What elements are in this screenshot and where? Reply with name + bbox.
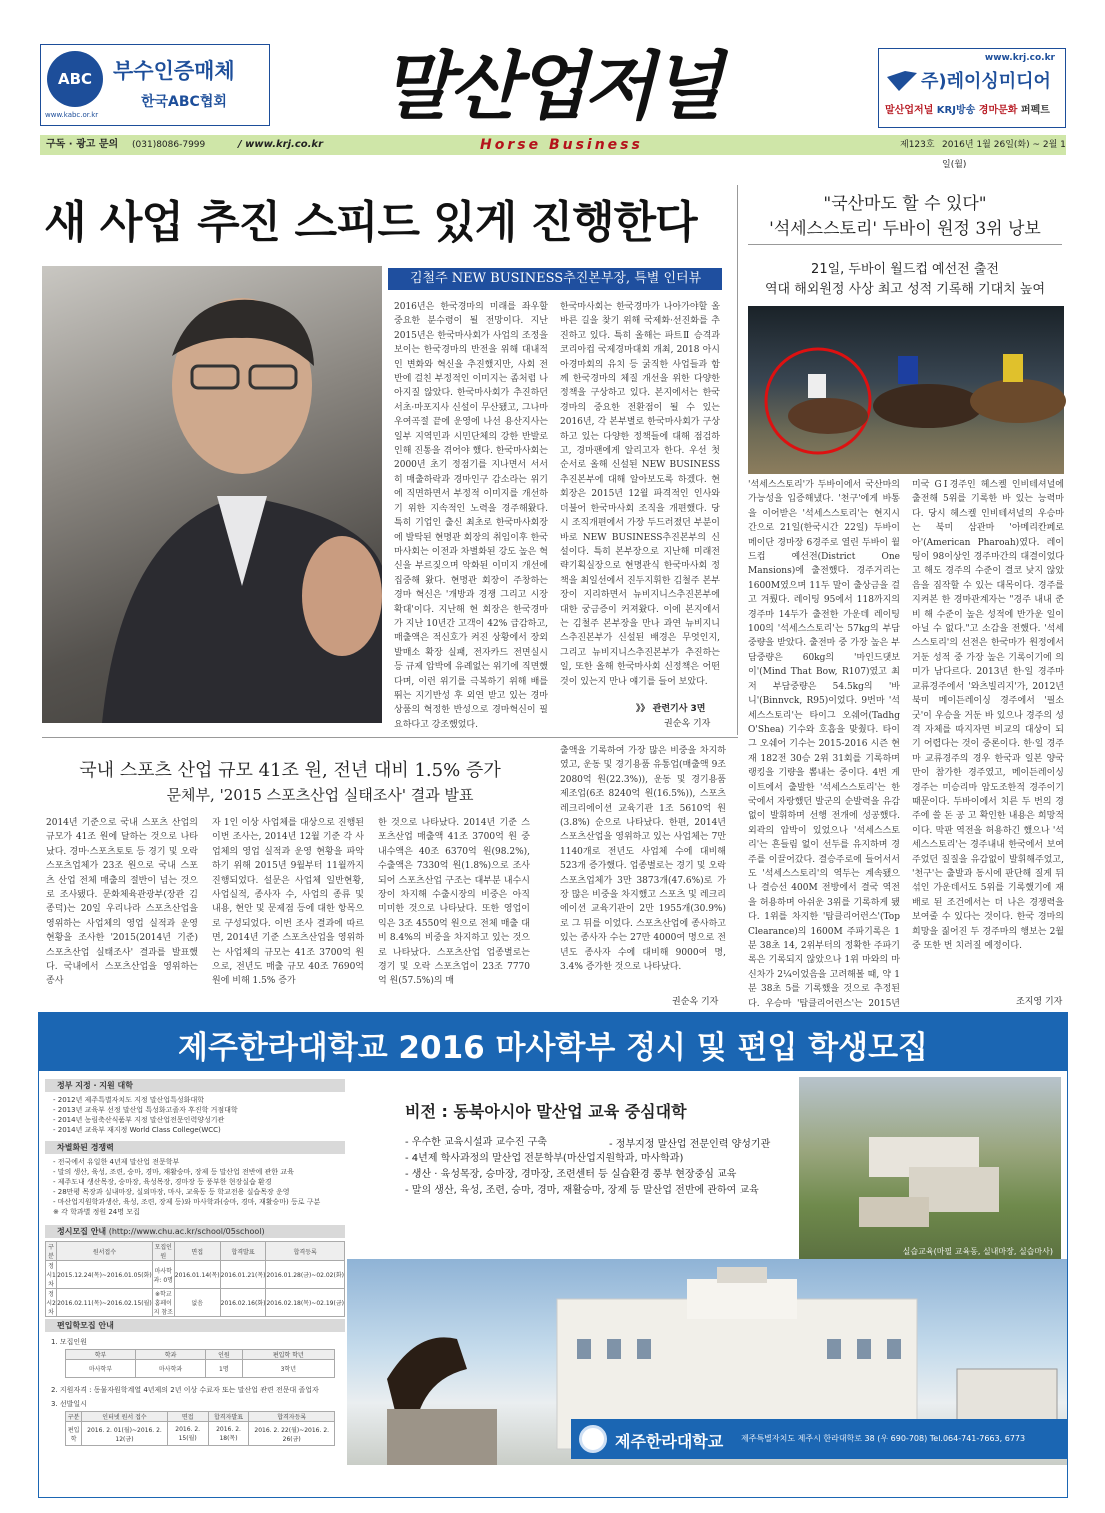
abc-main-label: 부수인증매체 bbox=[113, 59, 235, 83]
partner-media-4: 퍼펙트 bbox=[1020, 105, 1050, 116]
second-text-3: 한 것으로 나타났다. 2014년 기준 스포츠산업 매출액 41조 3700억 원 중 내수액은 40조 6370억 원(98.2%), 수출액은 7330억 원(1.8%)으로 조사되어 스포츠산업 구조는 대부분 내수시장이 차지해 수출시장의 비중은 아직 미미한 것으로 나타났다. 또한 영업이익은 3조 4550억 원으로 전체 매출 대비 8.4%의 비중을 차지하고 있는 것으로 나타났다. 스포츠산업 업종별로는 경기 및 오락 스포츠업이 23조 7770억 원(57.5%)의 매 bbox=[378, 818, 530, 987]
ad-table-3 bbox=[65, 1411, 335, 1446]
ad-section-1-head: 정부 지정 · 지원 대학 bbox=[45, 1079, 345, 1092]
ad-s1-item: - 2014년 농림축산식품부 지정 말산업전문인력양성기관 bbox=[53, 1116, 225, 1124]
second-column-4 bbox=[560, 744, 726, 988]
section-label: Horse Business bbox=[480, 137, 643, 153]
university-emblem-icon bbox=[579, 1425, 607, 1453]
ad-s2-item: - 전국에서 유일한 4년제 말산업 전문학부 bbox=[53, 1158, 180, 1166]
ad-s2-item: ※ 각 학과별 정원 24명 모집 bbox=[53, 1208, 140, 1216]
ad-info-panel bbox=[45, 1079, 345, 1487]
abc-badge bbox=[40, 44, 270, 126]
race-photo bbox=[748, 306, 1064, 474]
contact-label: 구독 · 광고 문의 bbox=[46, 139, 119, 150]
ad-s4-sub2: 2. 지원자격 : 동물자원학계열 4년제의 2년 이상 수료자 또는 말산업 관련 전문대 졸업자 bbox=[51, 1386, 319, 1394]
ad-s2-item: - 말의 생산, 육성, 조련, 승마, 경마, 재활승마, 장제 등 말산업 전반에 관한 교육 bbox=[53, 1168, 294, 1176]
table-header: 모집인원 bbox=[152, 1242, 174, 1261]
lead-byline: 권순옥 기자 bbox=[664, 719, 711, 729]
person-photo-icon bbox=[42, 266, 382, 723]
second-byline: 권순옥 기자 bbox=[672, 997, 719, 1007]
side-byline: 조지영 기자 bbox=[1016, 997, 1063, 1007]
second-text-4: 출액을 기록하여 가장 많은 비중을 차지하였고, 운동 및 경기용품 유통업(매출액 9조 2080억 원(22.3%)), 운동 및 경기용품 제조업(6조 8240억 원(16.5%)), 스포츠 레크리에이션 교육기관 1조 5610억 원(3.8%) 순으로 나타났다. 한편, 2014년 스포츠산업을 영위하고 있는 사업체는 7만 1140개로 전년도 사업체 수에 대비해 523개 증가했다. 업종별로는 경기 및 오락스포츠업체가 3만 3873개(47.6%)로 가장 많은 비중을 차지했고 스포츠 및 레크리에이션 교육기관이 2만 1955개(30.9%)로 그 뒤를 이었다. 스포츠산업에 종사하고 있는 종사자 수는 27만 4000여 명으로 전년도 종사자 수에 대비해 9000여 명, 3.4% 증가한 것으로 나타났다. bbox=[560, 746, 726, 973]
issue-date: 2016년 1월 26일(화) ~ 2월 1일(월) bbox=[942, 140, 1066, 170]
lead-headline[interactable]: 새 사업 추진 스피드 있게 진행한다 bbox=[44, 197, 697, 248]
lead-subtitle-banner: 김철주 NEW BUSINESS추진본부장, 특별 인터뷰 bbox=[388, 268, 722, 290]
ad-s1-item: - 2013년 교육부 선정 말산업 특성화고졸자 후진학 거점대학 bbox=[53, 1106, 238, 1114]
table-row: 정시1차 2015.12.24(목)~2016.01.05(화) 마사학과: 0명 2016.01.14(목) 2016.01.21(목) 2016.01.28(금)~02.02(화) bbox=[46, 1261, 345, 1289]
ad-s1-item: - 2014년 교육부 재지정 World Class College(WCC) bbox=[53, 1126, 221, 1134]
partner-url: www.krj.co.kr bbox=[984, 53, 1055, 63]
campus-photo-caption: 실습교육(마필 교육동, 실내마장, 실습마사) bbox=[902, 1247, 1053, 1256]
abc-url: www.kabc.or.kr bbox=[45, 111, 99, 119]
table-row: 마사학부 마사학과 1명 3학년 bbox=[66, 1360, 335, 1378]
second-column-2 bbox=[212, 816, 364, 1006]
table-header: 합격발표 bbox=[220, 1242, 266, 1261]
second-column-1 bbox=[46, 816, 198, 1006]
ad-section-1-list bbox=[53, 1095, 238, 1135]
ad-banner bbox=[39, 1013, 1067, 1071]
ad-vision: 비전 : 동북아시아 말산업 교육 중심대학 bbox=[405, 1102, 687, 1121]
table-header: 원서접수 bbox=[57, 1242, 153, 1261]
aerial-campus-icon bbox=[799, 1077, 1061, 1261]
ad-footer bbox=[571, 1419, 1067, 1459]
table-header-row: 구분 인터넷 원서 접수 면접 합격자발표 합격자등록 bbox=[66, 1412, 335, 1422]
side-text-1: '석세스스토리'가 두바이에서 국산마의 가능성을 입증해냈다. '천구'에게 바통을 이어받은 '석세스스토리'는 현지시간으로 21일(한국시간 22일) 두바이 메이단 경마장 6경주로 열린 두바이 월드컵 예선전(District One Mansions)에 출전했다. 경주거리는 1600M였으며 11두 말이 출상금을 걸고 겨뤘다. 레이팅 95에서 118까지의 경주마 14두가 출전한 가운데 레이팅 100의 '석세스스토리'는 57kg의 부담중량을 받았다. 출전마 중 가장 높은 부담중량은 60kg의 '마인드댓보이'(Mind That Bow, R107)였고 최저 부담중량은 54.5kg의 '바니'(Binnvck, R95)이었다. 9번마 '석세스스토리'는 타이그 오쉐어(Tadhg O'Shea) 기수와 호흡을 맞췄다. 타이그 오쉐어 기수는 2015-2016 시즌 현재 182전 30승 2위 31회를 기록하며 랭킹을 기량을 뽐내는 중이다. 4번 게이트에서 출발한 '석세스스토리'는 한국에서 자랑했던 발군의 순발력을 유감없이 발휘하며 선행 전개에 성공했다. 외곽의 압박이 있었으나 '석세스스토리'는 흔들림 없이 선두를 유지하며 경주를 이끌어갔다. 결승주로에 들어서서도 '석세스스토리'의 역두는 계속됐으나 결승선 400M 전방에서 결국 역전을 허용하며 아쉬운 3위를 기록하게 됐다. 1위를 차지한 '탑클리어런스'(Top Clearance)의 1600M 주파기록은 1분 38초 14, 2위부터의 정확한 주파기록은 기록되지 않았으나 1위 마와의 마신차가 2¼이었음을 고려해볼 때, 약 1분 38초 5를 기록했을 것으로 추정된다. 우승마 '탑클리어런스'는 2015년 bbox=[748, 480, 900, 1009]
ad-s3-url[interactable]: (http://www.chu.ac.kr/school/05school) bbox=[108, 1227, 265, 1236]
table-header: 구분 bbox=[46, 1242, 57, 1261]
lead-text-2: 한국마사회는 한국경마가 나아가야할 올바른 길을 찾기 위해 국제화·선진화를 추진하고 있다. 특히 올해는 파트Ⅱ 승격과 코리아컵 국제경마대회 개최, 2018 아시아경마회의 유치 등 굵직한 사업들과 함께 한국경마의 체질 개선을 위한 다양한 정책을 구상하고 있다. 본지에서는 한국경마의 중요한 전환점이 될 수 있는 2016년, 각 본부별로 한국마사회가 구상하고 있는 다양한 정책들에 대해 점검하고, 경마팬에게 알리고자 한다. 우선 첫 순서로 올해 신설된 NEW BUSINESS추진본부에 대해 알아보도록 하겠다. 현 회장은 2015년 12월 파격적인 인사와 더불어 한국마사회 조직을 개편했다. 당시 조직개편에서 가장 두드러졌던 부분이 바로 NEW BUSINESS추진본부의 신설이다. 특히 본부장으로 지난해 미래전략기획실장으로 현명관식 한국마사회 정책을 최일선에서 진두지휘한 김철주 본부장이 지리하면서 뉴비지니스추진본부에 대한 궁금증이 커져왔다. 이에 본지에서는 김철주 본부장을 만나 과연 뉴비지니스추진본부가 신설된 배경은 무엇인지, 그리고 뉴비지니스추진본부가 추진하는 일, 또한 올해 한국마사회 신정책은 어떤 것이 있는지 만나 얘기를 들어 보았다. bbox=[560, 302, 720, 687]
university-address: 제주특별자치도 제주시 한라대학로 38 (우 690-708) Tel.064-741-7663, 6773 bbox=[741, 1434, 1026, 1443]
table-header: 면접 bbox=[174, 1242, 220, 1261]
ad-bullet: - 생산 · 육성목장, 승마장, 경마장, 조련센터 등 실습환경 풍부 현장중심 교육 bbox=[405, 1169, 737, 1180]
ad-s2-item: - 제주도내 생산목장, 승마장, 육성목장, 경마장 등 풍부한 현장실습 환경 bbox=[53, 1178, 272, 1186]
side-column-1 bbox=[748, 478, 900, 1009]
ad-section-3-head bbox=[45, 1225, 345, 1238]
info-bar bbox=[40, 135, 1066, 170]
partner-media-3: 경마문화 bbox=[978, 105, 1018, 116]
table-header-row bbox=[46, 1242, 345, 1261]
second-column-3 bbox=[378, 816, 530, 1006]
abc-sub-label: 한국ABC협회 bbox=[141, 94, 227, 110]
second-text-1: 2014년 기준으로 국내 스포츠 산업의 규모가 41조 원에 달하는 것으로 나타났다. 경마·스포츠토토 등 경기 및 오락스포츠업체가 23조 원으로 국내 스포츠 산업 전체 매출의 절반이 넘는 것으로 조사됐다. 문화체육관광부(장관 김종덕)는 20일 우리나라 스포츠산업을 영위하는 사업체의 영업 실적과 운영 현황을 조사한 '2015(2014년 기준) 스포츠산업 실태조사' 결과를 발표했다. 국내에서 스포츠산업을 영위하는 종사 bbox=[46, 818, 198, 987]
ad-s1-item: - 2012년 제주특별자치도 지정 말산업특성화대학 bbox=[53, 1096, 204, 1104]
lead-text-1: 2016년은 한국경마의 미래를 좌우할 중요한 분수령이 될 전망이다. 지난 2015년은 한국마사회가 사업의 조정을 보이는 한국경마의 반전을 위해 대내적인 변화와 혁신을 추진했지만, 사회 전반에 걸친 부정적인 이미지는 좀처럼 나아지질 않았다. 한국마사회가 추진하던 서초·마포지사 신설이 무산됐고, 그나마 우여곡절 끝에 운영에 나선 용산지사는 일부 지역민과 시민단체의 강한 반발로 인해 진통을 겪어야 했다. 한국마사회는 2000년 초기 정점기를 지나면서 서서히 매출하락과 경마인구 감소라는 위기에 직면하면서 부정적 이미지를 개선하기 위한 지속적인 노력을 경주해왔다. 특히 기업인 출신 최초로 한국마사회장에 발탁된 현명관 회장의 취임이후 한국마사회는 이전과 차별화된 강도 높은 혁신을 부르짖으며 악화된 이미지 개선에 집중해 왔다. 현명관 회장이 주창하는 경마 혁신은 '개방과 경쟁 그리고 시장 확대'이다. 지난해 현 회장은 한국경마가 지난 10년간 고객이 42% 급감하고, 매출액은 적신호가 켜진 상황에서 장외발매소 확장 실패, 전자카드 전면실시 등 규제 압박에 유례없는 위기에 직면했다며, 이런 위기를 극복하기 위해 배를 뛰는 지기반성 후 외연 받고 있는 경마 상품의 혁정한 반성으로 경마혁신이 필요하다고 강조했었다. bbox=[394, 302, 548, 730]
university-name: 제주한라대학교 bbox=[615, 1432, 724, 1451]
table-row: 편입학 2016. 2. 01(월)~2016. 2. 12(금) 2016. 2. 15(월) 2016. 2. 18(목) 2016. 2. 22(월)~2016. 2. 26(금) bbox=[66, 1422, 335, 1446]
ad-section-2-list bbox=[53, 1157, 343, 1217]
ad-s4-sub1: 1. 모집인원 bbox=[51, 1338, 87, 1346]
related-article-link[interactable]: 》》 관련기사 3면 bbox=[636, 704, 706, 714]
side-deck-1: 21일, 두바이 월드컵 예선전 출전 bbox=[811, 262, 999, 277]
side-kicker: "국산마도 할 수 있다" bbox=[823, 194, 987, 214]
contact-url[interactable]: / www.krj.co.kr bbox=[238, 139, 323, 150]
ad-section-2-head: 차별화된 경쟁력 bbox=[45, 1141, 345, 1154]
partner-logo-icon bbox=[887, 71, 917, 91]
ad-table-2 bbox=[65, 1349, 335, 1378]
issue-number: 제123호 bbox=[900, 140, 935, 150]
interview-photo bbox=[42, 266, 382, 723]
ad-bullet: - 4년제 학사과정의 말산업 전문학부(마산업지원학과, 마사학과) bbox=[405, 1153, 684, 1164]
table-header-row: 학부 학과 인원 편입학 학년 bbox=[66, 1350, 335, 1360]
ad-s2-item: - 마산업지원학과생산, 육성, 조련, 장제 등)와 마사학과(승마, 경마, 재활승마) 등로 구분 bbox=[53, 1198, 321, 1206]
lead-column-1 bbox=[394, 300, 548, 728]
ad-bullet-right: - 정부지정 말산업 전문인력 양성기관 bbox=[609, 1139, 771, 1150]
contact-phone: (031)8086-7999 bbox=[132, 140, 206, 150]
ad-bullet: - 우수한 교육시설과 교수진 구축 bbox=[405, 1137, 547, 1148]
side-rule bbox=[748, 244, 1062, 245]
paper-title: 말산업저널 bbox=[381, 44, 719, 130]
second-text-2: 자 1인 이상 사업체를 대상으로 진행된 이번 조사는, 2014년 12월 기준 각 사업체의 영업 실적과 운영 현황을 파악하기 위해 2015년 9월부터 11월까지 진행되었다. 설문은 사업체 일반현황, 사업실적, 종사자 수, 사업의 종류 및 내용, 현안 및 문제점 등에 대한 항목으로 구성되었다. 이번 조사 결과에 따르면, 2014년 기준 스포츠산업을 영위하는 사업체의 규모는 41조 3700억 원으로, 전년도 매출 규모 40조 7690억 원에 비해 1.5% 증가 bbox=[212, 818, 364, 987]
lead-bottom-rule bbox=[42, 737, 738, 738]
campus-aerial-photo bbox=[799, 1077, 1061, 1261]
partner-name: 주)레이싱미디어 bbox=[921, 71, 1051, 92]
ad-section-4-head: 편입학모집 안내 bbox=[45, 1319, 345, 1332]
abc-logo-icon: ABC bbox=[47, 51, 103, 107]
lead-column-2 bbox=[560, 300, 720, 700]
column-divider bbox=[737, 185, 738, 735]
ad-s3-title: 정시모집 안내 bbox=[57, 1227, 107, 1236]
side-deck-2: 역대 해외원정 사상 최고 성적 기록해 기대치 높여 bbox=[764, 282, 1046, 297]
ad-s2-item: - 28만평 목장과 실내마장, 실외마장, 마사, 교육동 등 학교전용 실습목장 운영 bbox=[53, 1188, 290, 1196]
ad-table-1 bbox=[45, 1241, 345, 1317]
partner-box bbox=[878, 48, 1066, 128]
ad-title: 제주한라대학교 2016 마사학부 정시 및 편입 학생모집 bbox=[178, 1030, 928, 1066]
ad-bullet: - 말의 생산, 육성, 조련, 승마, 경마, 재활승마, 장제 등 말산업 전반에 관하여 교육 bbox=[405, 1185, 759, 1196]
ad-s4-sub3: 3. 선발일시 bbox=[51, 1400, 87, 1408]
side-headline[interactable]: '석세스스토리' 두바이 원정 3위 낭보 bbox=[769, 219, 1041, 239]
second-deck: 문체부, '2015 스포츠산업 실태조사' 결과 발표 bbox=[166, 786, 474, 804]
second-headline[interactable]: 국내 스포츠 산업 규모 41조 원, 전년 대비 1.5% 증가 bbox=[79, 760, 501, 781]
side-text-2: 미국 GⅠ경주인 헤스켈 인비테셔널에 출전해 5위를 기록한 바 있는 능력마다. 당시 헤스켈 인비테셔널의 우승마는 북미 삼관마 '아메리칸페로아'(American Pharoah)였다. 레이팅이 98이상인 경주마간의 대결이었다고 해도 경주의 수준이 결코 낮지 않았음을 짐작할 수 있는 대목이다. 경주를 지켜본 한 경마관계자는 "경주 내내 준비 해 수준이 높은 성적에 반가운 일이 아닐 수 없다."고 소감을 전했다. '석세스스토리'의 선전은 한국마가 원정에서 거둔 성적 중 가장 높은 기록이기에 의미가 남다르다. 2013년 한·일 경주마 교류경주에서 '와츠빌리지'가, 2012년 북미 메이든레이싱 경주에서 '필소굿'이 우승을 거둔 바 있으나 경주의 성격 자체를 따지자면 비교의 대상이 되기 어렵다는 것이 중론이다. 한·일 경주마 교류경주의 경우 한국과 일본 양국만이 참가한 경주였고, 메이든레이싱 경주는 미승리마 암도조한적 경주이기 때문이다. 두바이에서 치른 두 번의 경주에 쓸 돈 공 고 확인한 내용은 희망적이다. 막판 역전을 허용하긴 했으나 '석세스스토리'는 경주내내 한국에서 보여주었던 질질을 유감없이 발휘해주었고, '천구'는 출발과 동시에 판단해 질게 뒤섞인 가운데서도 5위를 기록했기에 재배로 된 조건에서는 더 나은 경쟁력을 보여줄 수 있다는 것이다. 한국 경마의 희망을 짊어진 두 경주마의 행보는 2월 중 또한 번 치러질 예정이다. bbox=[912, 480, 1064, 951]
table-header: 합격등록 bbox=[266, 1242, 345, 1261]
partner-media-1: 말산업저널 bbox=[885, 105, 934, 116]
racehorse-photo-icon bbox=[748, 306, 1064, 474]
partner-media-2: KRJ방송 bbox=[936, 105, 976, 116]
partner-media-list bbox=[885, 101, 1050, 116]
table-row: 정시2차 2016.02.11(목)~2016.02.15(월) ※학교 홈페이지 참조 없음 2016.02.16(화) 2016.02.18(목)~02.19(금) bbox=[46, 1289, 345, 1317]
university-ad[interactable] bbox=[38, 1012, 1068, 1498]
side-column-2 bbox=[912, 478, 1064, 996]
